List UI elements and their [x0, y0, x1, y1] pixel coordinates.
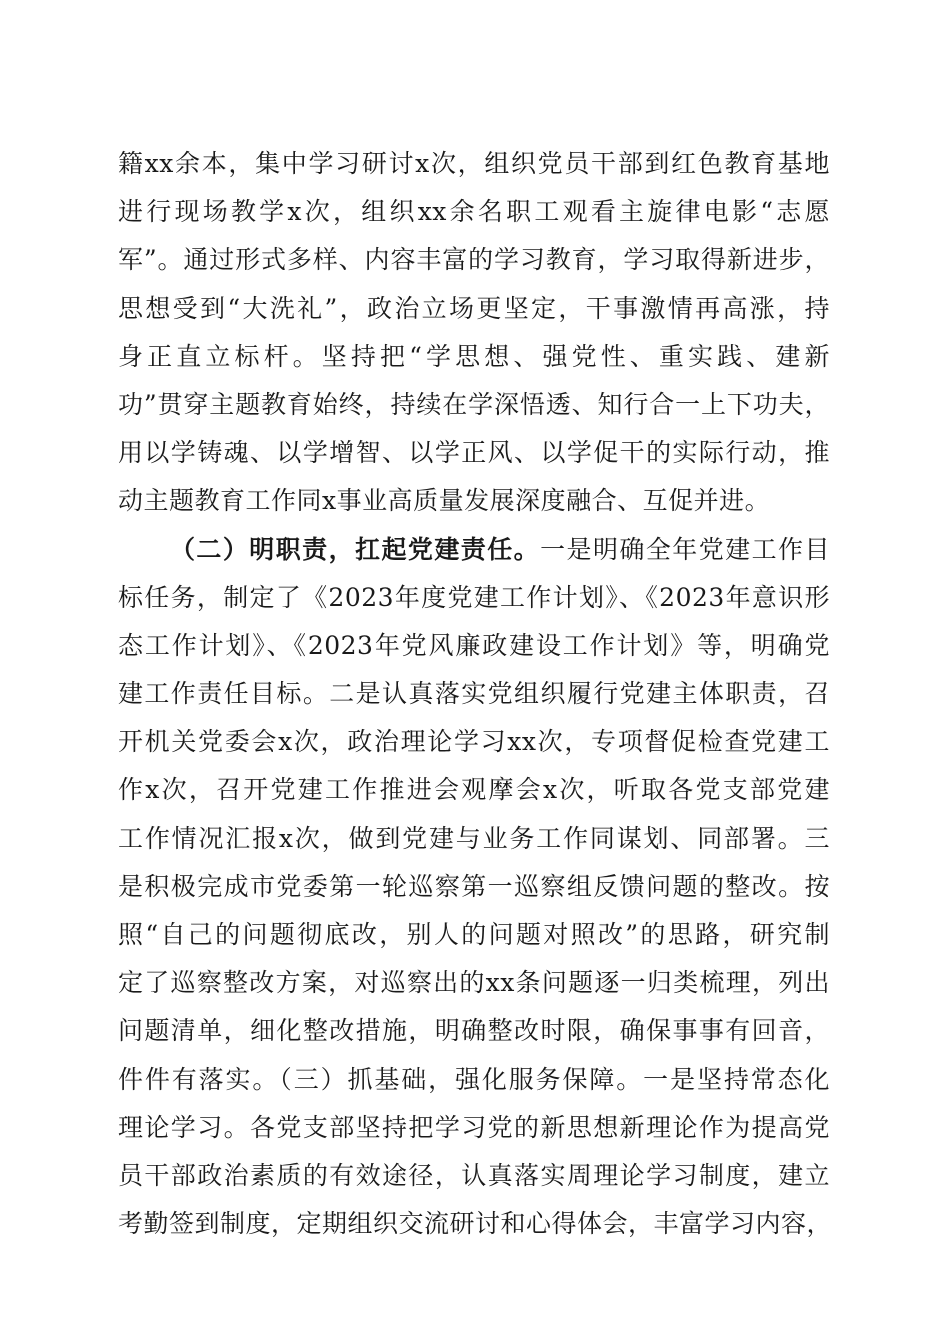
paragraph2-line-7: 工作情况汇报x次，做到党建与业务工作同谋划、同部署。三 [118, 823, 830, 853]
paragraph2-line-3: 态工作计划》、《2023年党风廉政建设工作计划》等，明确党 [118, 630, 830, 660]
paragraph2-line-13: 理论学习。各党支部坚持把学习党的新思想新理论作为提高党 [118, 1112, 830, 1142]
paragraph2-line-6: 作x次，召开党建工作推进会观摩会x次，听取各党支部党建 [118, 775, 830, 805]
paragraph1-line-3: 军”。通过形式多样、内容丰富的学习教育，学习取得新进步， [118, 245, 830, 275]
paragraph1-line-5: 身正直立标杆。坚持把“学思想、强党性、重实践、建新 [118, 341, 830, 371]
paragraph2-line-14: 员干部政治素质的有效途径，认真落实周理论学习制度，建立 [118, 1160, 830, 1190]
paragraph2-line-8: 是积极完成市党委第一轮巡察第一巡察组反馈问题的整改。按 [118, 871, 830, 901]
body-text [118, 140, 833, 1248]
section-heading: （二）明职责，扛起党建责任。 [170, 534, 541, 564]
paragraph1-line-4: 思想受到“大洗礼”，政治立场更坚定，干事激情再高涨，持 [118, 293, 830, 323]
paragraph2-line-4: 建工作责任目标。二是认真落实党组织履行党建主体职责，召 [118, 679, 830, 709]
paragraph2-line-11: 问题清单，细化整改措施，明确整改时限，确保事事有回音， [118, 1016, 830, 1046]
paragraph2-line-9: 照“自己的问题彻底改，别人的问题对照改”的思路，研究制 [118, 920, 830, 949]
paragraph1-line-2: 进行现场教学x次，组织xx余名职工观看主旋律电影“志愿 [118, 197, 830, 227]
paragraph2-first-line-rest: 一是明确全年党建工作目 [540, 534, 830, 564]
paragraph1-line-7: 用以学铸魂、以学增智、以学正风、以学促干的实际行动，推 [118, 438, 830, 468]
paragraph2-first-line [118, 526, 830, 574]
paragraph2-line-2: 标任务，制定了《2023年度党建工作计划》、《2023年意识形 [118, 582, 830, 612]
paragraph2-line-12: 件件有落实。（三）抓基础，强化服务保障。一是坚持常态化 [118, 1064, 830, 1094]
paragraph1-line-6: 功”贯穿主题教育始终，持续在学深悟透、知行合一上下功夫， [118, 389, 830, 419]
paragraph2-line-15: 考勤签到制度，定期组织交流研讨和心得体会，丰富学习内容， [118, 1209, 833, 1239]
paragraph1-line-8: 动主题教育工作同x事业高质量发展深度融合、互促并进。 [118, 486, 771, 516]
paragraph2-line-10: 定了巡察整改方案，对巡察出的xx条问题逐一归类梳理，列出 [118, 968, 830, 998]
paragraph2-line-5: 开机关党委会x次，政治理论学习xx次，专项督促检查党建工 [118, 727, 830, 757]
paragraph1-line-1: 籍xx余本，集中学习研讨x次，组织党员干部到红色教育基地 [118, 149, 830, 178]
